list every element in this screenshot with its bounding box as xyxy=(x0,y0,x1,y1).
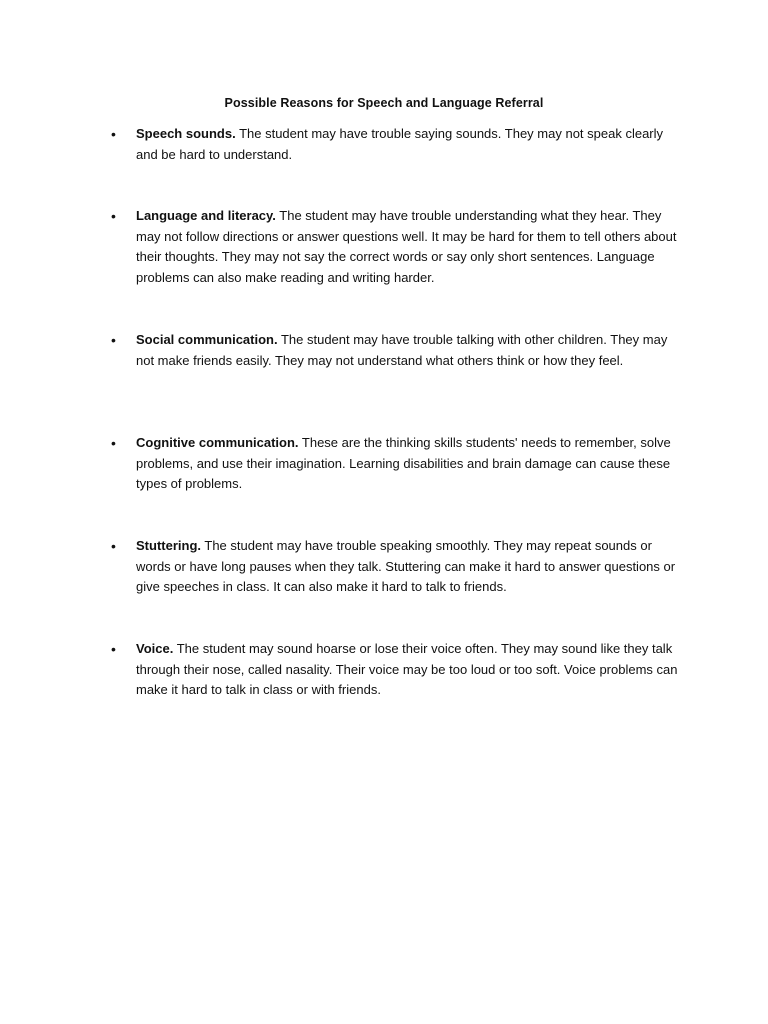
list-item-term: Language and literacy. xyxy=(136,208,276,223)
bullet-icon: • xyxy=(111,641,116,657)
list-item-term: Stuttering. xyxy=(136,538,201,553)
bullet-icon: • xyxy=(111,538,116,554)
list-item-body xyxy=(136,536,684,598)
list-item-text: The student may have trouble saying sounds. They may not speak clearly and be hard to understand. xyxy=(136,126,664,162)
list-item-term: Cognitive communication. xyxy=(136,435,299,450)
list-item-text: The student may have trouble understanding what they hear. They may not follow directions or answer questions well. It may be hard for them to tell others about their thoughts. They may not say the correct words or say only short sentences. Language problems can also make reading and writing harder. xyxy=(136,208,677,286)
list-item-body xyxy=(136,124,684,165)
list-item-body xyxy=(136,639,684,701)
list-item-term: Voice. xyxy=(136,641,174,656)
list-item-text: The student may sound hoarse or lose their voice often. They may sound like they talk through their nose, called nasality. Their voice may be too loud or too soft. Voice problems can make it hard to talk in class or with friends. xyxy=(136,641,678,698)
bullet-icon: • xyxy=(111,208,116,224)
list-item-text: These are the thinking skills students' needs to remember, solve problems, and use their imagination. Learning disabilities and brain damage can cause these types of problems. xyxy=(136,435,671,492)
bullet-icon: • xyxy=(111,435,116,451)
list-item-body xyxy=(136,206,684,289)
list-item-term: Speech sounds. xyxy=(136,126,236,141)
list-item-text: The student may have trouble talking with other children. They may not make friends easily. They may not understand what others think or how they feel. xyxy=(136,332,668,368)
list-item-text: The student may have trouble speaking smoothly. They may repeat sounds or words or have long pauses when they talk. Stuttering can make it hard to answer questions or give speeches in class. It can also make it hard to talk to friends. xyxy=(136,538,676,595)
bullet-icon: • xyxy=(111,126,116,142)
list-item-term: Social communication. xyxy=(136,332,278,347)
list-item-body xyxy=(136,433,684,495)
page-title: Possible Reasons for Speech and Language Referral xyxy=(224,96,544,110)
list-item-body xyxy=(136,330,684,371)
bullet-icon: • xyxy=(111,332,116,348)
